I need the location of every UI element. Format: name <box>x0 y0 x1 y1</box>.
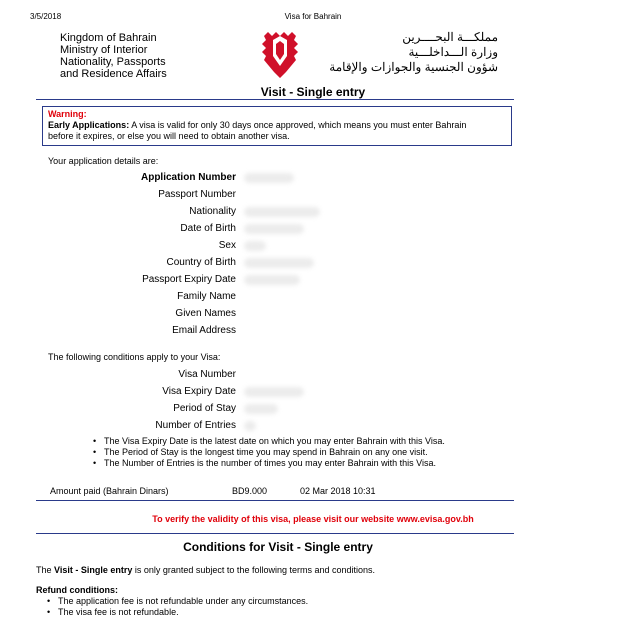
header-english-line: Kingdom of Bahrain <box>60 32 157 44</box>
field-email: Email Address <box>172 325 236 336</box>
redacted-value <box>244 275 300 285</box>
field-passport-expiry: Passport Expiry Date <box>142 274 236 285</box>
warning-heading: Warning: <box>48 109 87 119</box>
field-given-names: Given Names <box>175 308 236 319</box>
header-english-line: Nationality, Passports <box>60 56 166 68</box>
payment-amount: BD9.000 <box>232 486 268 496</box>
warning-bold-lead: Early Applications: <box>48 120 130 130</box>
redacted-value <box>244 404 278 414</box>
redacted-value <box>244 241 266 251</box>
warning-line2: before it expires, or else you will need to obtain another visa. <box>48 131 290 141</box>
field-nationality: Nationality <box>189 206 236 217</box>
condition-bullet: • The Visa Expiry Date is the latest date on which you may enter Bahrain with this Visa. <box>104 436 445 446</box>
intro-prefix: The <box>36 565 55 575</box>
redacted-value <box>244 258 314 268</box>
header-arabic <box>300 30 498 75</box>
refund-item: • The application fee is not refundable under any circumstances. <box>58 596 308 606</box>
field-family-name: Family Name <box>177 291 236 302</box>
payment-datetime: 02 Mar 2018 10:31 <box>300 486 376 496</box>
redacted-value <box>244 421 256 431</box>
header-english <box>60 32 167 80</box>
field-visa-expiry: Visa Expiry Date <box>162 386 236 397</box>
warning-line1 <box>48 120 466 130</box>
header-arabic-line: وزارة الـــداخلـــية <box>408 45 498 59</box>
refund-item: • The visa fee is not refundable. <box>58 607 179 617</box>
field-passport-number: Passport Number <box>158 189 236 200</box>
redacted-value <box>244 207 320 217</box>
field-sex: Sex <box>218 240 236 251</box>
conditions-section-intro <box>36 565 375 575</box>
conditions-intro: The following conditions apply to your Visa: <box>48 352 221 362</box>
refund-heading: Refund conditions: <box>36 585 118 595</box>
bahrain-emblem-icon <box>258 30 302 82</box>
header-arabic-line: شؤون الجنسية والجوازات والإقامة <box>329 60 498 74</box>
field-country-of-birth: Country of Birth <box>166 257 236 268</box>
verify-text: To verify the validity of this visa, please visit our website www.evisa.gov.bh <box>152 514 474 524</box>
print-title: Visa for Bahrain <box>284 12 342 21</box>
title-rule <box>36 99 514 100</box>
visa-title: Visit - Single entry <box>260 85 366 99</box>
warning-text: A visa is valid for only 30 days once approved, which means you must enter Bahrain <box>129 120 467 130</box>
field-application-number: Application Number <box>140 172 236 183</box>
redacted-value <box>244 173 294 183</box>
redacted-value <box>244 387 304 397</box>
payment-label: Amount paid (Bahrain Dinars) <box>50 486 169 496</box>
field-date-of-birth: Date of Birth <box>180 223 236 234</box>
payment-rule <box>36 500 514 501</box>
application-intro: Your application details are: <box>48 156 159 166</box>
conditions-title: Conditions for Visit - Single entry <box>183 540 373 554</box>
field-number-of-entries: Number of Entries <box>155 420 236 431</box>
field-period-of-stay: Period of Stay <box>173 403 236 414</box>
print-date: 3/5/2018 <box>30 12 62 21</box>
intro-suffix: is only granted subject to the following terms and conditions. <box>132 565 376 575</box>
field-visa-number: Visa Number <box>178 369 236 380</box>
verify-rule <box>36 533 514 534</box>
condition-bullet: • The Period of Stay is the longest time you may spend in Bahrain on any one visit. <box>104 447 428 457</box>
intro-bold: Visit - Single entry <box>54 565 133 575</box>
header-english-line: Ministry of Interior <box>60 44 148 56</box>
header-english-line: and Residence Affairs <box>60 68 167 80</box>
redacted-value <box>244 224 304 234</box>
header-arabic-line: مملكـــة البحــــرين <box>402 30 498 44</box>
condition-bullet: • The Number of Entries is the number of times you may enter Bahrain with this Visa. <box>104 458 436 468</box>
